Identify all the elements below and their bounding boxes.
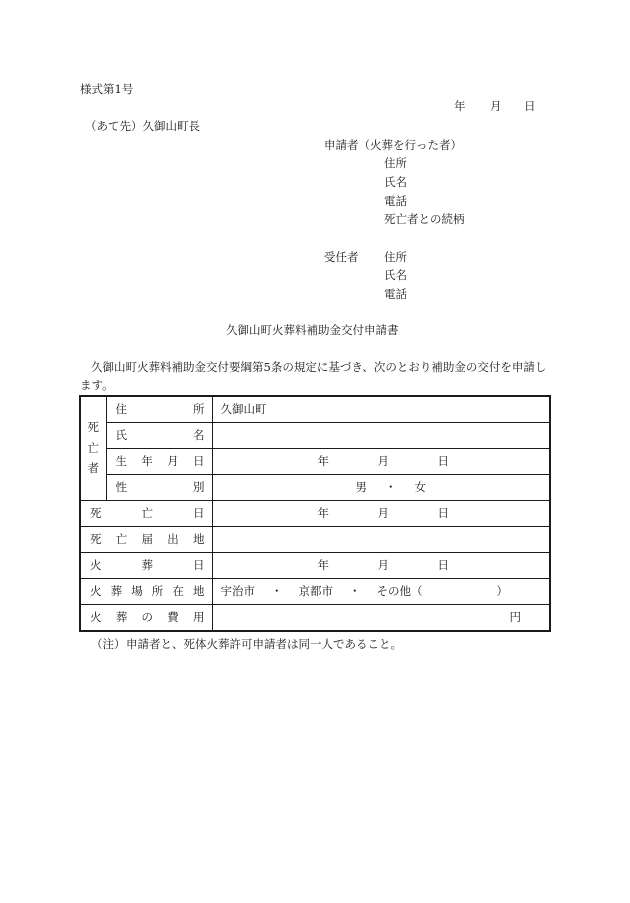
table-row <box>80 396 550 423</box>
sex-label: 性 別 <box>106 475 212 501</box>
deceased-address-label: 住 所 <box>106 396 212 423</box>
table-row <box>80 553 550 579</box>
table-row <box>80 527 550 553</box>
applicant-phone-label: 電話 <box>384 194 407 208</box>
deceased-group-label: 死 亡 者 <box>80 396 106 501</box>
death-report-place-field[interactable] <box>212 527 550 553</box>
sex-field[interactable]: 男 ・ 女 <box>212 475 550 501</box>
table-row <box>80 423 550 449</box>
note-text: 申請者と、死体火葬許可申請者は同一人であること。 <box>126 637 402 651</box>
table-row <box>80 605 550 632</box>
document-title: 久御山町火葬料補助金交付申請書 <box>226 323 399 337</box>
applicant-address-label: 住所 <box>384 156 407 170</box>
birthdate-field[interactable]: 年 月 日 <box>212 449 550 475</box>
table-row <box>80 475 550 501</box>
deceased-name-field[interactable] <box>212 423 550 449</box>
application-form-table <box>79 395 551 632</box>
table-row <box>80 449 550 475</box>
delegate-name-label: 氏名 <box>384 268 407 282</box>
delegate-title: 受任者 <box>324 250 359 264</box>
applicant-title: 申請者（火葬を行った者） <box>324 138 462 152</box>
birthdate-label: 生 年 月 日 <box>106 449 212 475</box>
deceased-address-field[interactable]: 久御山町 <box>212 396 550 423</box>
addressee: （あて先）久御山町長 <box>85 119 200 133</box>
cremation-cost-field[interactable]: 円 <box>212 605 550 632</box>
delegate-address-label: 住所 <box>384 250 407 264</box>
body-text-line1: 久御山町火葬料補助金交付要綱第5条の規定に基づき、次のとおり補助金の交付を申請し <box>91 360 547 374</box>
delegate-phone-label: 電話 <box>384 287 407 301</box>
header-date-day: 日 <box>524 99 536 113</box>
cremation-date-field[interactable]: 年 月 日 <box>212 553 550 579</box>
cremation-cost-label: 火 葬 の 費 用 <box>80 605 212 632</box>
applicant-relation-label: 死亡者との続柄 <box>384 212 465 226</box>
header-date-year: 年 <box>454 99 466 113</box>
crematorium-location-field[interactable]: 宇治市 ・ 京都市 ・ その他（ ） <box>212 579 550 605</box>
body-text-line2: ます。 <box>80 378 114 392</box>
table-row <box>80 579 550 605</box>
cremation-date-label: 火 葬 日 <box>80 553 212 579</box>
table-row <box>80 501 550 527</box>
applicant-name-label: 氏名 <box>384 175 407 189</box>
header-date-month: 月 <box>490 99 502 113</box>
deceased-name-label: 氏 名 <box>106 423 212 449</box>
death-date-field[interactable]: 年 月 日 <box>212 501 550 527</box>
form-number: 様式第1号 <box>80 82 134 96</box>
crematorium-location-label: 火 葬 場 所 在 地 <box>80 579 212 605</box>
death-date-label: 死 亡 日 <box>80 501 212 527</box>
note-label: （注） <box>91 637 126 651</box>
death-report-place-label: 死 亡 届 出 地 <box>80 527 212 553</box>
